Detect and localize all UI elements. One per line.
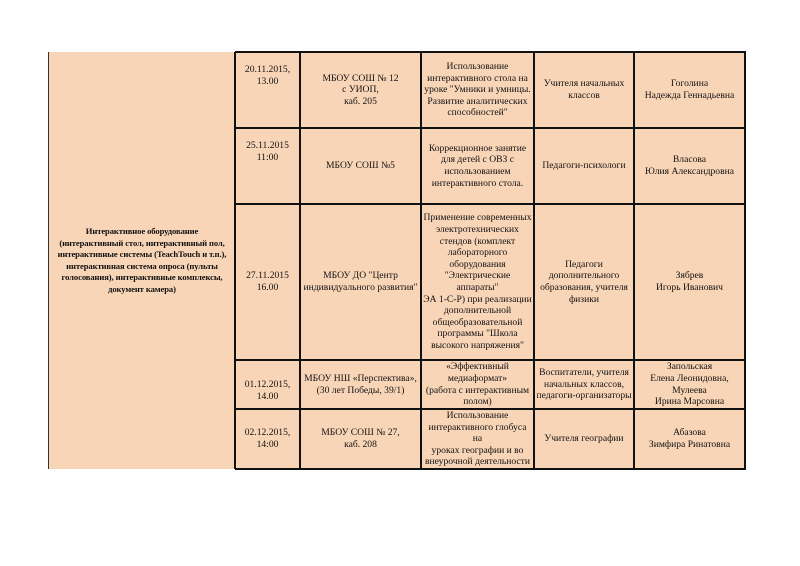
place-cell (300, 360, 421, 409)
topic-text: Применение современных электротехнических стендов (комплект лабораторного оборудования "Электрические аппараты" ЭА 1-С-Р) при реализации дополнительной общеобразовательной программы "Школа высокого напряжения" (423, 212, 532, 351)
date-text: 01.12.2015, 14.00 (244, 378, 291, 402)
table-border (235, 408, 746, 410)
presenter-cell (634, 409, 745, 469)
place-text: МБОУ СОШ № 27, каб. 208 (321, 427, 400, 450)
presenter-text: Абазова Зимфира Ринатовна (648, 427, 731, 450)
presenter-text: Зябрев Игорь Иванович (655, 270, 723, 293)
place-text: МБОУ НШ «Перспектива», (30 лет Победы, 39/1) (304, 372, 417, 396)
place-text: МБОУ ДО "Центр индивидуального развития" (303, 270, 418, 293)
presenter-cell (634, 52, 745, 128)
category-text: Интерактивное оборудование (интерактивный стол, интерактивный пол, интерактивные системы (TeachTouch и т.п.), интерактивная система опроса (пульты голосования), интерактивные комплексы, документ камера) (57, 226, 227, 294)
place-cell (300, 204, 421, 360)
presenter-text: Запольская Елена Леонидовна, Мулеева Ирина Марсовна (650, 361, 729, 408)
table-border (420, 52, 422, 469)
date-text: 02.12.2015, 14:00 (244, 427, 291, 450)
date-text: 20.11.2015, 13.00 (244, 64, 291, 87)
presenter-cell (634, 128, 745, 204)
audience-cell (534, 409, 634, 469)
presenter-text: Гоголина Надежда Геннадьевна (644, 78, 735, 101)
topic-cell (421, 409, 534, 469)
place-text: МБОУ СОШ №5 (326, 160, 395, 172)
audience-text: Учителя географии (544, 433, 624, 445)
audience-text: Воспитатели, учителя начальных классов, педагоги-организаторы (536, 367, 632, 402)
table-border (633, 52, 635, 469)
date-cell (235, 52, 300, 128)
topic-cell (421, 360, 534, 409)
audience-cell (534, 360, 634, 409)
table-border (235, 359, 746, 361)
table-border (235, 51, 746, 53)
presenter-text: Власова Юлия Александровна (644, 154, 735, 177)
audience-cell (534, 52, 634, 128)
table-border (299, 52, 301, 469)
table-border (235, 127, 746, 129)
topic-text: Коррекционное занятие для детей с ОВЗ с использованием интерактивного стола. (428, 142, 527, 189)
date-cell (235, 204, 300, 360)
place-cell (300, 128, 421, 204)
date-cell (235, 360, 300, 409)
topic-cell (421, 204, 534, 360)
table-border (235, 203, 746, 205)
category-cell (48, 52, 235, 469)
topic-cell (421, 52, 534, 128)
presenter-cell (634, 360, 745, 409)
place-text: МБОУ СОШ № 12 с УИОП, каб. 205 (322, 72, 399, 107)
table-border (533, 52, 535, 469)
topic-cell (421, 128, 534, 204)
audience-cell (534, 204, 634, 360)
date-cell (235, 409, 300, 469)
date-cell (235, 128, 300, 204)
table-border (744, 52, 746, 469)
topic-text: Использование интерактивного глобуса на уроках географии и во внеурочной деятельности (424, 410, 531, 468)
topic-text: «Эффективный медиаформат» (работа с интерактивным полом) (425, 361, 530, 408)
presenter-cell (634, 204, 745, 360)
table-border (235, 468, 746, 470)
date-text: 25.11.2015 11:00 (246, 140, 289, 163)
place-cell (300, 409, 421, 469)
date-text: 27.11.2015 16.00 (246, 270, 289, 293)
audience-text: Педагоги-психологи (542, 160, 626, 172)
table-border (234, 52, 236, 469)
topic-text: Использование интерактивного стола на уроке "Умники и умницы. Развитие аналитических способностей" (424, 61, 531, 119)
audience-text: Педагоги дополнительного образования, учителя физики (540, 258, 628, 305)
audience-cell (534, 128, 634, 204)
audience-text: Учителя начальных классов (543, 78, 625, 101)
place-cell (300, 52, 421, 128)
